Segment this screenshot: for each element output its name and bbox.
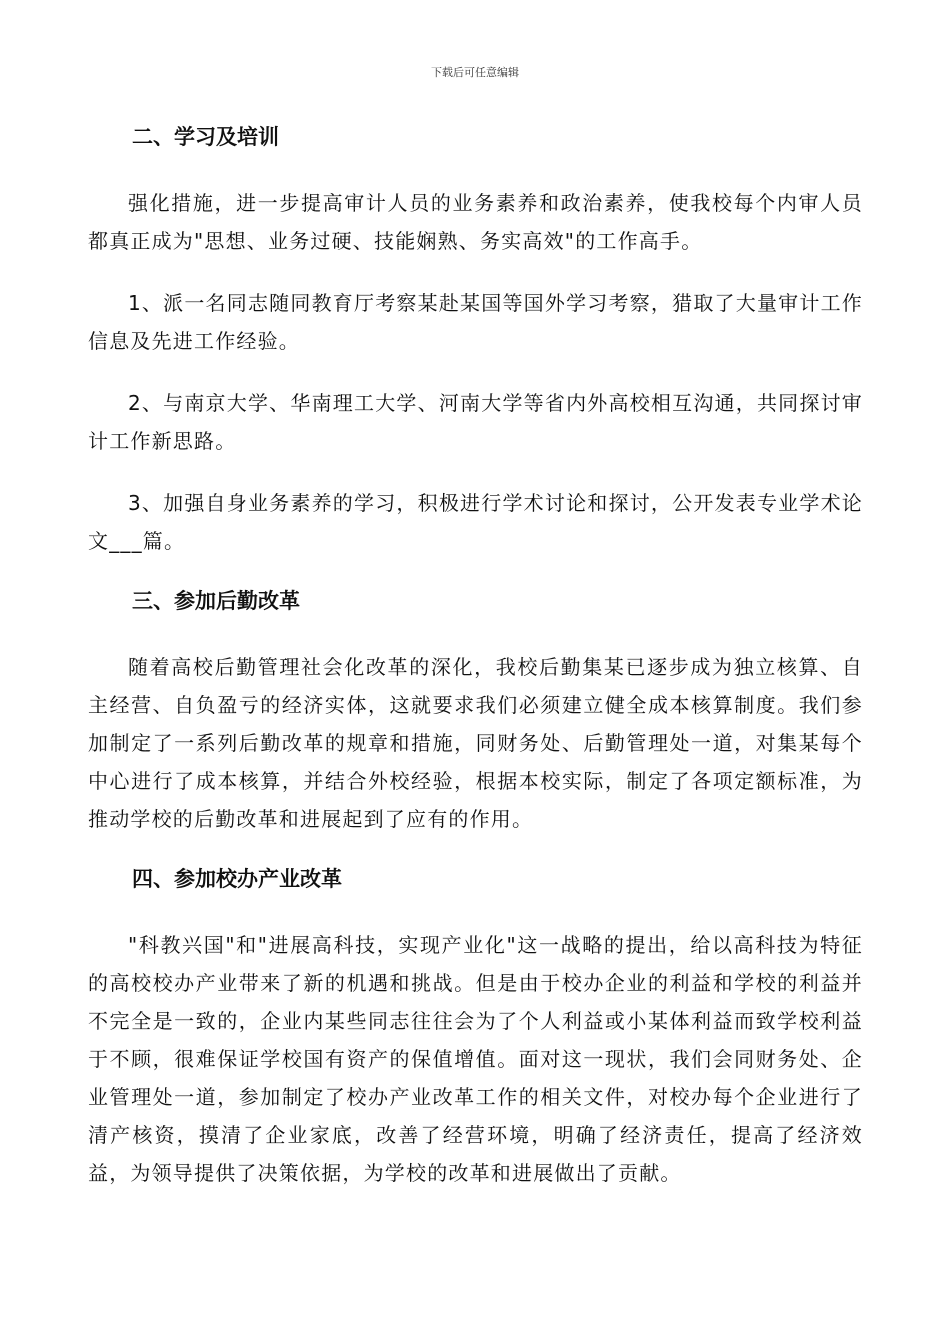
- paragraph: 2、与南京大学、华南理工大学、河南大学等省内外高校相互沟通，共同探讨审计工作新思路。: [88, 391, 863, 453]
- section-study-training: [88, 120, 863, 560]
- section-title: 二、学习及培训: [132, 125, 279, 149]
- paragraph: "科教兴国"和"进展高科技，实现产业化"这一战略的提出，给以高科技为特征的高校校办产业带来了新的机遇和挑战。但是由于校办企业的利益和学校的利益并不完全是一致的，企业内某些同志往往会为了个人利益或小某体利益而致学校利益于不顾，很难保证学校国有资产的保值增值。面对这一现状，我们会同财务处、企业管理处一道，参加制定了校办产业改革工作的相关文件，对校办每个企业进行了清产核资，摸清了企业家底，改善了经营环境，明确了经济责任，提高了经济效益，为领导提供了决策依据，为学校的改革和进展做出了贡献。: [88, 933, 863, 1185]
- paragraph: 1、派一名同志随同教育厅考察某赴某国等国外学习考察，猎取了大量审计工作信息及先进工作经验。: [88, 291, 863, 353]
- paragraph: 随着高校后勤管理社会化改革的深化，我校后勤集某已逐步成为独立核算、自主经营、自负盈亏的经济实体，这就要求我们必须建立健全成本核算制度。我们参加制定了一系列后勤改革的规章和措施，同财务处、后勤管理处一道，对集某每个中心进行了成本核算，并结合外校经验，根据本校实际，制定了各项定额标准，为推动学校的后勤改革和进展起到了应有的作用。: [88, 655, 863, 831]
- section-title: 三、参加后勤改革: [132, 589, 300, 613]
- section-logistics-reform: [88, 584, 863, 838]
- paragraph: 3、加强自身业务素养的学习，积极进行学术讨论和探讨，公开发表专业学术论文___篇。: [88, 491, 863, 553]
- paragraph: 强化措施，进一步提高审计人员的业务素养和政治素养，使我校每个内审人员都真正成为"思想、业务过硬、技能娴熟、务实高效"的工作高手。: [88, 191, 863, 253]
- document-body: [88, 120, 863, 1216]
- section-title: 四、参加校办产业改革: [132, 867, 342, 891]
- page-header: 下载后可任意编辑: [431, 66, 519, 79]
- section-industry-reform: [88, 862, 863, 1192]
